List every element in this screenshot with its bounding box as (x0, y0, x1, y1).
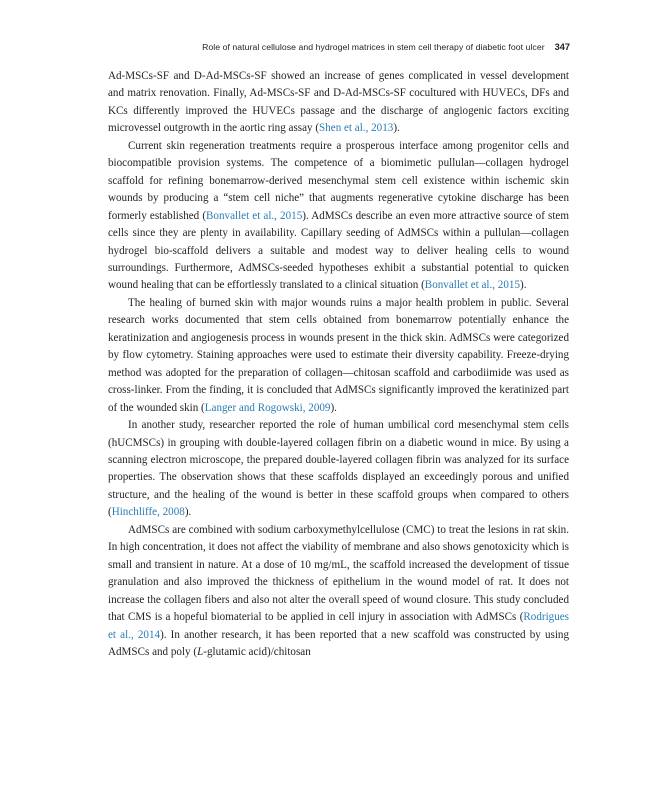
citation-link[interactable]: Langer and Rogowski, 2009 (204, 401, 331, 414)
text-run: ). (393, 122, 400, 135)
italic-run: L (197, 645, 204, 658)
paragraph-4 (108, 417, 569, 522)
text-run: -glutamic acid)/chitosan (203, 645, 311, 658)
paragraph-5 (108, 522, 569, 662)
text-run: ). (184, 506, 192, 519)
paragraph-1 (108, 68, 569, 138)
citation-link[interactable]: Hinchliffe, 2008 (111, 506, 185, 519)
citation-link[interactable]: Shen et al., 2013 (319, 122, 394, 135)
body-text (108, 68, 569, 661)
paragraph-3 (108, 295, 569, 417)
running-header (108, 42, 570, 52)
citation-link[interactable]: Rodrigues et al., 2014 (108, 611, 569, 641)
citation-link[interactable]: Bonvallet et al., 2015 (206, 209, 303, 222)
text-run: ). AdMSCs describe an even more attractive source of stem cells since they are plenty in availability. Capillary seeding of AdMSCs within a pullulan—collagen hydrogel bio-scaffold delivers a suitable and modest way to deliver healing cells to wound surroundings. Furthermore, AdMSCs-seeded hypotheses exhibit a substantial potential to quicken wound healing that can be effortlessly translated to a clinical situation ( (108, 209, 569, 292)
text-run: ). In another research, it has been reported that a new scaffold was constructed by using AdMSCs and poly ( (108, 628, 569, 658)
text-run: ). (330, 401, 337, 414)
citation-link[interactable]: Bonvallet et al., 2015 (424, 279, 520, 292)
text-run: In another study, researcher reported the role of human umbilical cord mesenchymal stem cells (hUCMSCs) in grouping with double-layered collagen fibrin on a diabetic wound in mice. By using a scanning electron microscope, the prepared double-layered collagen fibrin was analyzed for its surface properties. The observation shows that these scaffolds displayed an exceedingly porous and unified structure, and the healing of the wound is better in these scaffold groups when compared to others ( (108, 419, 569, 519)
running-title: Role of natural cellulose and hydrogel matrices in stem cell therapy of diabetic foot ulcer (202, 42, 545, 52)
text-run: ). (520, 279, 527, 292)
text-run: Ad-MSCs-SF and D-Ad-MSCs-SF showed an increase of genes complicated in vessel development and matrix renovation. Finally, Ad-MSCs-SF and D-Ad-MSCs-SF cocultured with HUVECs, DFs and KCs differently improved the HUVECs passage and the discharge of angiogenic factors exciting microvessel outgrowth in the aortic ring assay ( (108, 70, 569, 135)
text-run: AdMSCs are combined with sodium carboxymethylcellulose (CMC) to treat the lesions in rat skin. In high concentration, it does not affect the viability of membrane and also shows genotoxicity which is small and transient in nature. At a dose of 10 mg/mL, the scaffold increased the development of tissue granulation and also improved the thickness of epithelium in the wound model of rat. It does not increase the collagen fibers and also not alter the overall speed of wound closure. This study concluded that CMS is a hopeful biomaterial to be applied in cell injury in association with AdMSCs ( (108, 523, 569, 624)
text-run: Current skin regeneration treatments require a prosperous interface among progenitor cells and biocompatible provision systems. The competence of a biomimetic pullulan—collagen hydrogel scaffold for refining bonemarrow-derived mesenchymal stem cell existence within ischemic skin wounds by producing a “stem cell niche” that augments regenerative cytokine discharge has been formerly established ( (108, 139, 569, 222)
page-number: 347 (554, 42, 570, 52)
paragraph-2 (108, 138, 569, 295)
text-run: The healing of burned skin with major wounds ruins a major health problem in public. Several research works documented that stem cells obtained from bonemarrow potentially enhance the keratinization and angiogenesis process in wounds present in the thick skin. AdMSCs were categorized by flow cytometry. Staining approaches were used to estimate their diversity capability. Freeze-drying method was adopted for the preparation of collagen—chitosan scaffold and carbodiimide was used as cross-linker. From the finding, it is concluded that AdMSCs significantly improved the keratinized part of the wounded skin ( (108, 296, 569, 414)
